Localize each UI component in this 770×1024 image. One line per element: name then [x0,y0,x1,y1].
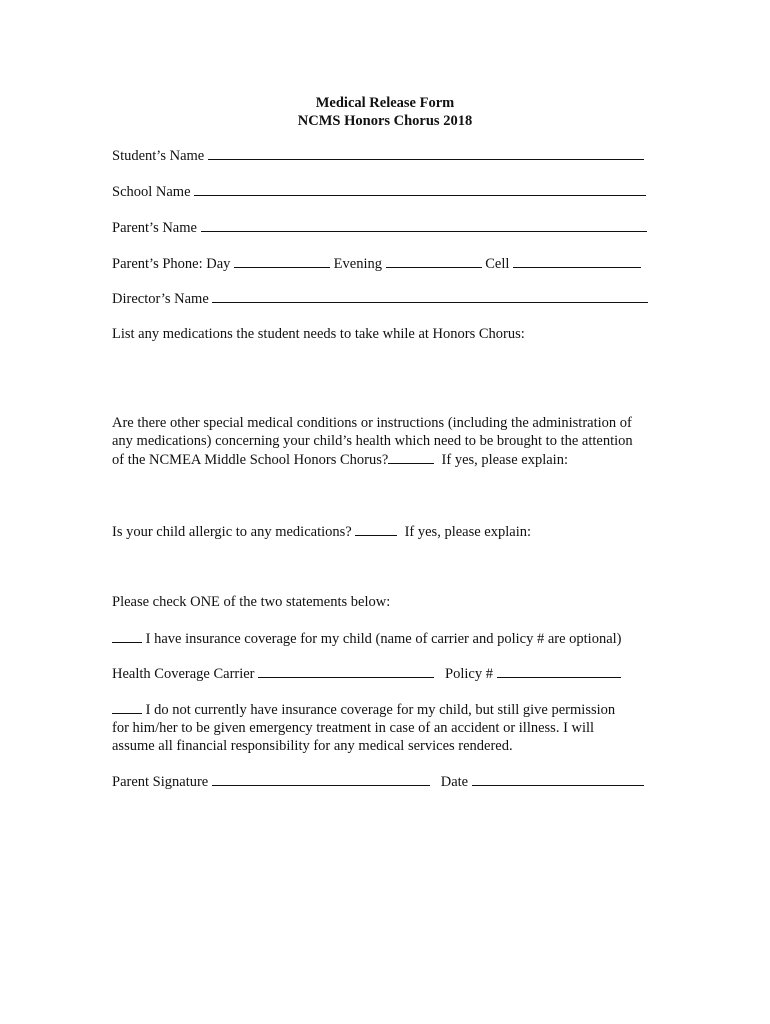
health-carrier-row [112,664,621,683]
parent-name-field[interactable] [201,218,647,232]
policy-label: Policy # [445,666,493,682]
school-name-row [112,182,646,201]
form-header [0,94,770,130]
director-name-row [112,289,648,308]
date-field[interactable] [472,772,644,786]
medications-prompt: List any medications the student needs to take while at Honors Chorus: [112,326,525,342]
no-insurance-line-1 [112,700,672,719]
special-conditions-line-1: Are there other special medical conditions or instructions (including the administration of [112,415,632,431]
allergy-answer-field[interactable] [355,522,397,536]
special-conditions-explain: If yes, please explain: [441,452,568,468]
insurance-option-text: I have insurance coverage for my child (name of carrier and policy # are optional) [145,631,622,647]
allergy-explain: If yes, please explain: [404,524,532,540]
special-conditions-line-2: any medications) concerning your child’s health which need to be brought to the attention [112,433,633,449]
insurance-option-checkbox[interactable] [112,629,142,643]
form-subtitle: NCMS Honors Chorus 2018 [297,113,473,129]
health-carrier-label: Health Coverage Carrier [112,666,255,682]
student-name-label: Student’s Name [112,148,205,164]
parent-name-row [112,218,647,237]
parent-phone-cell-field[interactable] [513,254,641,268]
special-conditions-answer-field[interactable] [388,450,434,464]
parent-phone-evening-field[interactable] [386,254,482,268]
form-title: Medical Release Form [315,95,455,111]
parent-phone-cell-label: Cell [485,256,510,272]
no-insurance-line-2: for him/her to be given emergency treatment in case of an accident or illness. I will [112,720,595,736]
student-name-field[interactable] [208,146,644,160]
check-instruction: Please check ONE of the two statements below: [112,594,391,610]
allergy-question: Is your child allergic to any medications? [112,524,352,540]
special-conditions-prompt [112,414,672,469]
parent-phone-day-field[interactable] [234,254,330,268]
parent-signature-label: Parent Signature [112,774,209,790]
no-insurance-option-checkbox[interactable] [112,700,142,714]
school-name-label: School Name [112,184,191,200]
parent-phone-day-label: Parent’s Phone: Day [112,256,231,272]
school-name-field[interactable] [194,182,646,196]
policy-number-field[interactable] [497,664,621,678]
allergy-row [112,522,531,541]
date-label: Date [440,774,469,790]
signature-row [112,772,644,791]
no-insurance-line-3: assume all financial responsibility for any medical services rendered. [112,738,513,754]
no-insurance-text-1: I do not currently have insurance coverage for my child, but still give permission [145,702,616,718]
parent-name-label: Parent’s Name [112,220,197,236]
parent-phone-row [112,254,641,273]
director-name-field[interactable] [212,289,648,303]
insurance-option-row [112,629,622,648]
special-conditions-line-3 [112,450,672,469]
parent-signature-field[interactable] [212,772,430,786]
special-conditions-question: of the NCMEA Middle School Honors Chorus? [112,452,389,468]
health-carrier-field[interactable] [258,664,434,678]
director-name-label: Director’s Name [112,291,209,307]
parent-phone-evening-label: Evening [333,256,382,272]
student-name-row [112,146,644,165]
no-insurance-option [112,700,672,755]
